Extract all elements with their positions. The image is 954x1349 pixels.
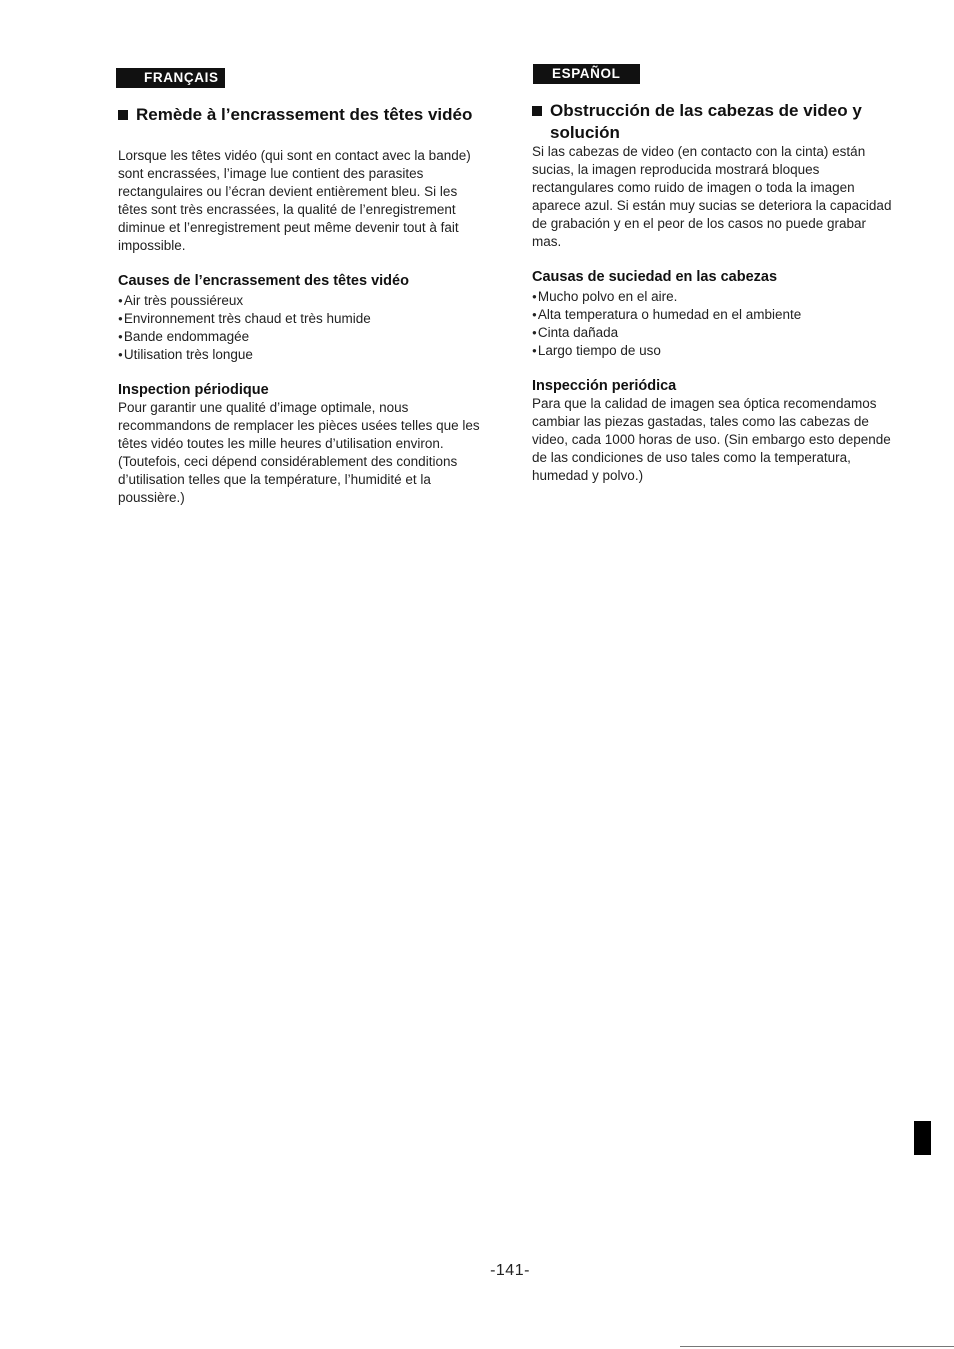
list-item: ● Mucho polvo en el aire. — [532, 288, 801, 306]
causes-heading-french: Causes de l’encrassement des têtes vidéo — [118, 273, 409, 289]
language-tab-spanish: ESPAÑOL — [533, 64, 640, 84]
causes-heading-spanish: Causas de suciedad en las cabezas — [532, 269, 778, 285]
list-item: ● Cinta dañada — [532, 324, 801, 342]
list-item: ● Bande endommagée — [118, 328, 371, 346]
section-title-french — [118, 104, 486, 126]
list-item: ● Air très poussiéreux — [118, 292, 371, 310]
list-item: ● Alta temperatura o humedad en el ambiente — [532, 306, 801, 324]
list-item: ● Environnement très chaud et très humide — [118, 310, 371, 328]
intro-paragraph-french: Lorsque les têtes vidéo (qui sont en contact avec la bande) sont encrassées, l’image lue contient des parasites rectangulaires ou l’écran devient entièrement bleu. Si les têtes sont très encrassées, la qualité de l’enregistrement diminue et l’enregistrement peut même devenir tout à fait impossible. — [118, 148, 471, 254]
square-bullet-icon — [532, 106, 542, 116]
list-item: ● Utilisation très longue — [118, 346, 371, 364]
section-title-text: Remède à l’encrassement des têtes vidéo — [136, 105, 473, 124]
list-item: ● Largo tiempo de uso — [532, 342, 801, 360]
inspection-heading-spanish: Inspección periódica — [532, 378, 677, 394]
inspection-heading-french: Inspection périodique — [118, 382, 269, 398]
inspection-paragraph-spanish: Para que la calidad de imagen sea óptica recomendamos cambiar las piezas gastadas, tales como las cabezas de video, cada 1000 horas de uso. (Sin embargo esto depende de las condiciones de uso tales como la temperatura, humedad y polvo.) — [532, 396, 891, 484]
section-title-spanish — [532, 100, 910, 144]
causes-list-french — [118, 292, 371, 364]
page-number: -141- — [490, 1262, 530, 1279]
bottom-rule — [680, 1346, 954, 1347]
causes-list-spanish — [532, 288, 801, 360]
intro-paragraph-spanish: Si las cabezas de video (en contacto con la cinta) están sucias, la imagen reproducida mostrará bloques rectangulares como ruido de imagen o toda la imagen aparece azul. Si están muy sucias se deteriora la capacidad de grabación y en el peor de los casos no puede grabar mas. — [532, 144, 892, 250]
section-title-text: Obstrucción de las cabezas de video y solución — [550, 101, 862, 142]
inspection-paragraph-french: Pour garantir une qualité d’image optimale, nous recommandons de remplacer les pièces usées telles que les têtes vidéo toutes les mille heures d’utilisation environ. (Toutefois, ceci dépend considérablement des conditions d’utilisation telles que la température, l’humidité et la poussière.) — [118, 400, 480, 506]
square-bullet-icon — [118, 110, 128, 120]
language-tab-french: FRANÇAIS — [116, 68, 225, 88]
edge-index-mark — [914, 1121, 931, 1155]
